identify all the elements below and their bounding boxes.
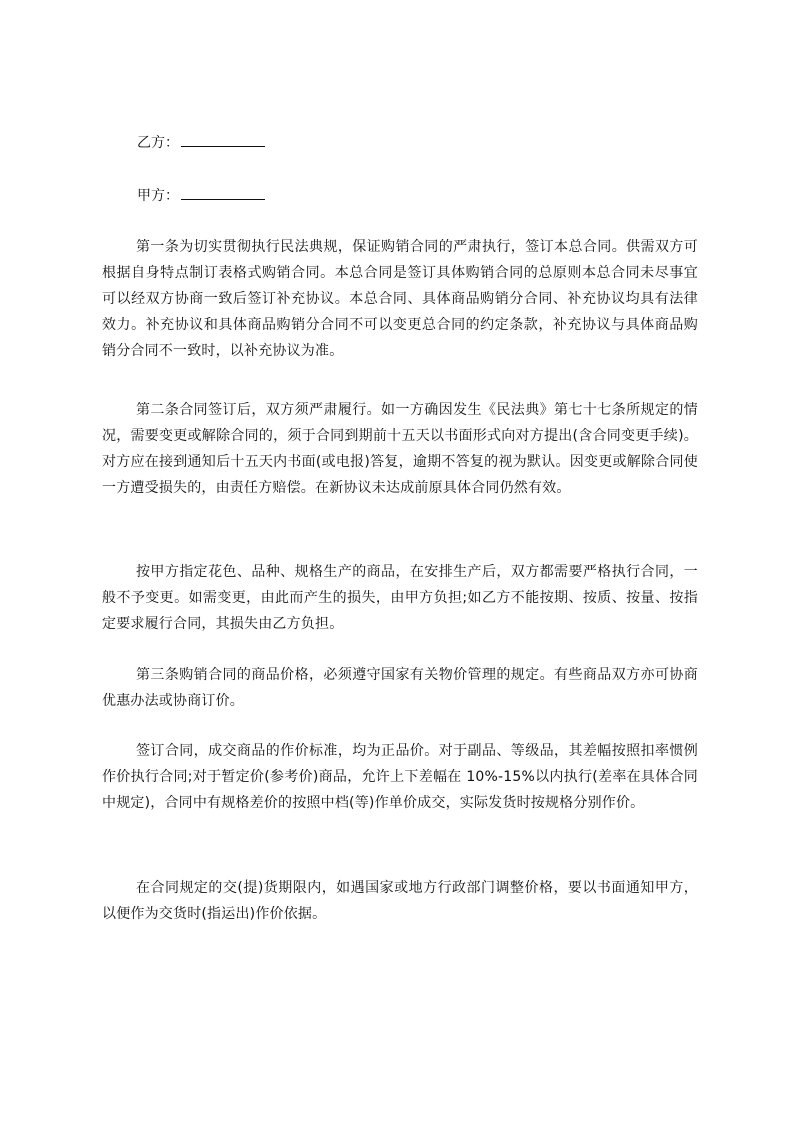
party-a-line (137, 185, 265, 206)
party-b-label: 乙方： (137, 135, 179, 151)
party-a-label: 甲方： (137, 188, 179, 204)
article-2-paragraph: 第二条合同签订后，双方须严肃履行。如一方确因发生《民法典》第七十七条所规定的情况，需要变更或解除合同的，须于合同到期前十五天以书面形式向对方提出(含合同变更手续)。对方应在接到通知后十五天内书面(或电报)答复，逾期不答复的视为默认。因变更或解除合同使一方遭受损失的，由责任方赔偿。在新协议未达成前原具体合同仍然有效。 (102, 402, 698, 496)
article-1-paragraph: 第一条为切实贯彻执行民法典规，保证购销合同的严肃执行，签订本总合同。供需双方可根据自身特点制订表格式购销合同。本总合同是签订具体购销合同的总原则本总合同未尽事宜可以经双方协商一致后签订补充协议。本总合同、具体商品购销分合同、补充协议均具有法律效力。补充协议和具体商品购销分合同不可以变更总合同的约定条款，补充协议与具体商品购销分合同不一致时，以补充协议为准。 (102, 239, 698, 359)
price-adjustment-paragraph: 在合同规定的交(提)货期限内，如遇国家或地方行政部门调整价格，要以书面通知甲方，以便作为交货时(指运出)作价依据。 (102, 880, 698, 922)
party-b-line (137, 132, 265, 153)
specified-goods-paragraph: 按甲方指定花色、品种、规格生产的商品，在安排生产后，双方都需要严格执行合同，一般不予变更。如需变更，由此而产生的损失，由甲方负担;如乙方不能按期、按质、按量、按指定要求履行合同，其损失由乙方负担。 (102, 564, 698, 632)
party-a-blank[interactable] (181, 185, 265, 200)
party-b-blank[interactable] (181, 132, 265, 147)
pricing-standard-paragraph: 签订合同，成交商品的作价标准，均为正品价。对于副品、等级品，其差幅按照扣率惯例作价执行合同;对于暂定价(参考价)商品，允许上下差幅在 10%-15%以内执行(差率在具体合同中规定)，合同中有规格差价的按照中档(等)作单价成交，实际发货时按规格分别作价。 (102, 743, 698, 811)
article-3-paragraph: 第三条购销合同的商品价格，必须遵守国家有关物价管理的规定。有些商品双方亦可协商优惠办法或协商订价。 (102, 667, 698, 709)
